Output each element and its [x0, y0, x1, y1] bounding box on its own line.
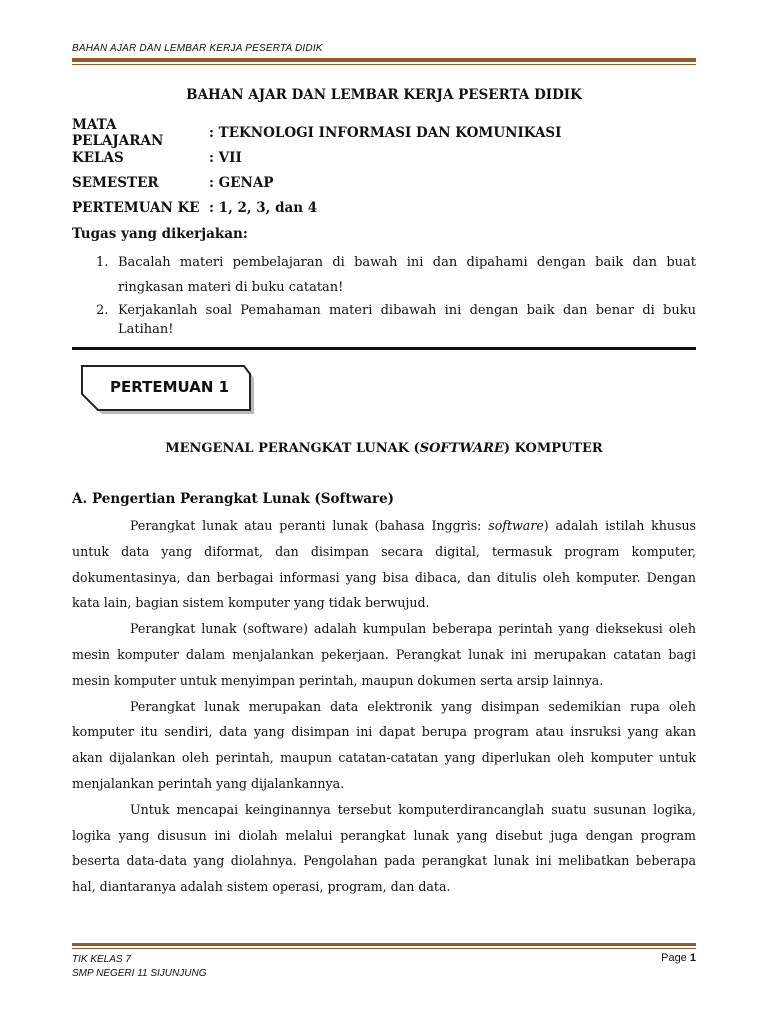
badge-label: PERTEMUAN 1 [110, 378, 230, 396]
meta-row-class [72, 145, 562, 170]
meta-label: MATA PELAJARAN [72, 116, 164, 149]
paragraph-text: ) adalah istilah khusus untuk data yang diformat, dan disimpan secara digital, termasuk program komputer, dokumentasinya, dan berbagai informasi yang bisa dibaca, dan ditulis oleh komputer. Dengan kata lain, bagian sistem komputer yang tidak berwujud. [72, 518, 697, 611]
list-item [96, 250, 696, 300]
paragraph: Perangkat lunak merupakan data elektronik yang disimpan sedemikian rupa oleh komputer itu sendiri, data yang disimpan ini dapat berupa program atau insruksi yang akan akan dijalankan oleh perintah, maupun catatan-catatan yang diperlukan oleh komputer untuk menjalankan perintah yang dijalankannya. [72, 698, 696, 791]
paragraph-text: Perangkat lunak atau peranti lunak (bahasa Inggris: [130, 518, 489, 533]
meta-label: KELAS [72, 149, 124, 166]
header-rule-thin [72, 64, 696, 65]
paragraph [72, 513, 696, 616]
footer-rule-thin [72, 948, 696, 949]
meta-row-semester [72, 170, 562, 195]
section-title-italic: SOFTWARE [419, 441, 504, 456]
subsection-heading [72, 491, 394, 507]
task-list [96, 250, 696, 339]
paragraph: Untuk mencapai keinginannya tersebut komputerdirancanglah suatu susunan logika, logika yang disusun ini diolah melalui perangkat lunak yang disebut juga dengan program beserta data-data yang diolahnya. Pengolahan pada perangkat lunak ini melibatkan beberapa hal, diantaranya adalah sistem operasi, program, dan data. [72, 801, 696, 895]
footer-rule-thick [72, 943, 696, 946]
list-number: 1. [96, 255, 109, 270]
page-number-value: 1 [689, 952, 696, 964]
header-rule-thick [72, 58, 696, 62]
paragraph: Perangkat lunak (software) adalah kumpulan beberapa perintah yang dieksekusi oleh mesin komputer dalam menjalankan pekerjaan. Perangkat lunak ini merupakan catatan bagi mesin komputer untuk menyimpan perintah, maupun dokumen serta arsip lainnya. [72, 621, 696, 688]
list-text: Kerjakanlah soal Pemahaman materi dibawah ini dengan baik dan benar di buku Latihan! [118, 303, 696, 337]
section-divider [72, 347, 696, 350]
meeting-badge [80, 364, 252, 412]
section-title-part: ) KOMPUTER [503, 441, 603, 456]
list-item [96, 301, 696, 339]
subsection-letter: A. [72, 491, 88, 507]
section-title [72, 441, 696, 456]
list-number: 2. [96, 303, 109, 318]
list-text: Bacalah materi pembelajaran di bawah ini dan dipahami dengan baik dan buat ringkasan materi di buku catatan! [118, 255, 696, 295]
meta-value: : TEKNOLOGI INFORMASI DAN KOMUNIKASI [209, 124, 562, 141]
footer-school: SMP NEGERI 11 SIJUNJUNG [72, 968, 207, 979]
paragraph-italic: software [488, 518, 544, 533]
meta-row-subject [72, 116, 562, 149]
page-number [661, 952, 696, 964]
meta-table [72, 116, 562, 220]
tasks-heading: Tugas yang dikerjakan: [72, 226, 248, 242]
footer-info [72, 953, 206, 981]
meta-value: : GENAP [209, 174, 274, 191]
meta-value: : 1, 2, 3, dan 4 [209, 199, 318, 216]
meta-label: SEMESTER [72, 174, 159, 191]
subsection-title: Pengertian Perangkat Lunak (Software) [92, 491, 395, 507]
meta-value: : VII [209, 149, 242, 166]
body-text [72, 513, 696, 900]
document-title: BAHAN AJAR DAN LEMBAR KERJA PESERTA DIDIK [186, 87, 582, 103]
footer-class: TIK KELAS 7 [72, 954, 131, 965]
page-label: Page [661, 952, 687, 964]
meta-row-meeting [72, 195, 562, 220]
running-header: BAHAN AJAR DAN LEMBAR KERJA PESERTA DIDIK [72, 43, 323, 54]
section-title-part: MENGENAL PERANGKAT LUNAK ( [165, 441, 420, 456]
meta-label: PERTEMUAN KE [72, 199, 200, 216]
